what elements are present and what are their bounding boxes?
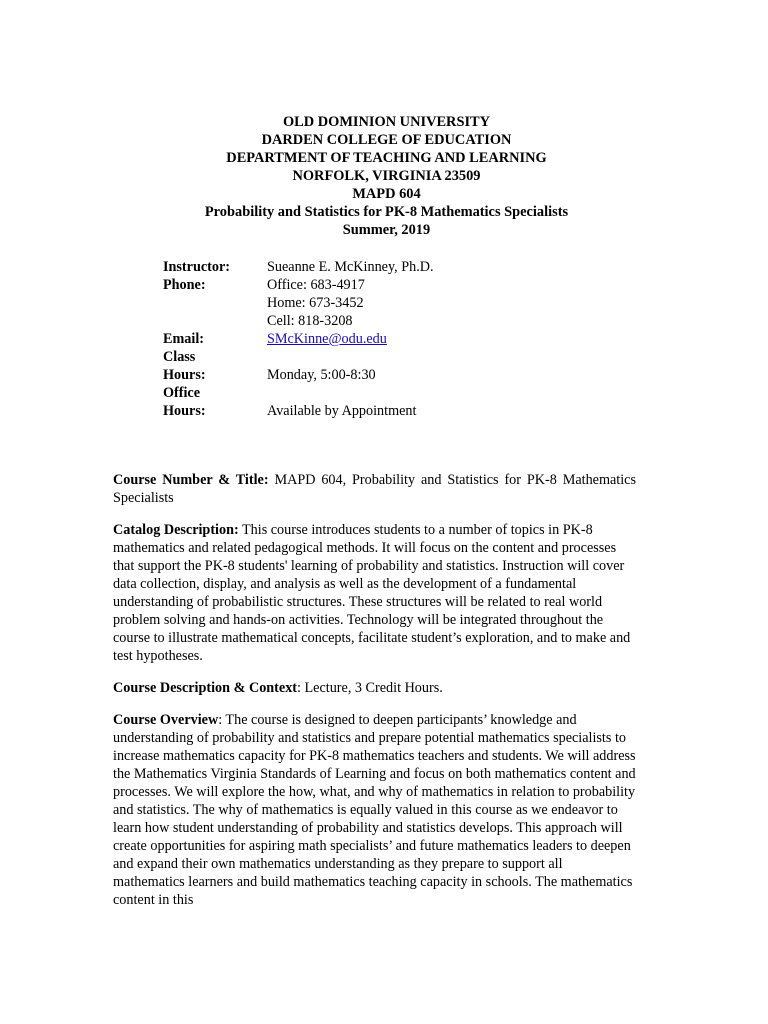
location: NORFOLK, VIRGINIA 23509 bbox=[292, 168, 481, 184]
instructor-name: Sueanne E. McKinney, Ph.D. bbox=[267, 259, 434, 275]
department-name: DEPARTMENT OF TEACHING AND LEARNING bbox=[226, 150, 547, 166]
office-hours-value: Available by Appointment bbox=[267, 403, 417, 419]
phone-office: Office: 683-4917 bbox=[267, 277, 365, 293]
phone-home: Home: 673-3452 bbox=[267, 295, 364, 311]
email-row bbox=[163, 330, 643, 348]
term: Summer, 2019 bbox=[342, 222, 431, 238]
course-number-paragraph bbox=[113, 471, 636, 507]
university-name: OLD DOMINION UNIVERSITY bbox=[282, 114, 491, 130]
phone-row bbox=[163, 276, 643, 330]
context-label: Course Description & Context bbox=[113, 680, 298, 696]
context-paragraph bbox=[113, 679, 636, 697]
catalog-description-paragraph bbox=[113, 521, 636, 665]
email-link[interactable]: SMcKinne@odu.edu bbox=[267, 331, 387, 347]
instructor-label: Instructor: bbox=[163, 259, 230, 275]
office-hours-row bbox=[163, 384, 643, 420]
office-hours-label: Office Hours: bbox=[163, 385, 206, 419]
overview-text: : The course is designed to deepen participants’ knowledge and understanding of probability and statistics and prepare potential mathematics specialists to increase mathematics capacity for PK-8 mathematics teachers and students. We will address the Mathematics Virginia Standards of Learning and focus on both mathematics content and processes. We will explore the how, what, and why of mathematics in relation to probability and statistics. The why of mathematics is equally valued in this course as we endeavor to learn how student understanding of probability and statistics develops. This approach will create opportunities for aspiring math specialists’ and future mathematics leaders to deepen and expand their own mathematics understanding as they prepare to support all mathematics learners and build mathematics teaching capacity in schools. The mathematics content in this bbox=[113, 712, 636, 908]
phone-label: Phone: bbox=[163, 277, 206, 293]
course-code: MAPD 604 bbox=[352, 186, 421, 202]
document-header bbox=[0, 113, 768, 239]
phone-cell: Cell: 818-3208 bbox=[267, 313, 353, 329]
class-hours-row bbox=[163, 348, 643, 384]
course-number-label: Course Number & Title: bbox=[113, 472, 269, 488]
overview-label: Course Overview bbox=[113, 712, 219, 728]
instructor-info bbox=[163, 258, 643, 420]
catalog-description-label: Catalog Description: bbox=[113, 522, 239, 538]
instructor-row bbox=[163, 258, 643, 276]
course-number-text: MAPD 604, Probability and Statistics for PK-8 Mathematics Specialists bbox=[113, 472, 636, 506]
class-hours-label: Class Hours: bbox=[163, 349, 206, 383]
college-name: DARDEN COLLEGE OF EDUCATION bbox=[261, 132, 512, 148]
catalog-description-text: This course introduces students to a number of topics in PK-8 mathematics and related pedagogical methods. It will focus on the content and processes that support the PK-8 students' learning of probability and statistics. Instruction will cover data collection, display, and analysis as well as the development of a fundamental understanding of probabilistic structures. These structures will be related to real world problem solving and hands-on activities. Technology will be integrated throughout the course to illustrate mathematical concepts, facilitate student’s exploration, and to make and test hypotheses. bbox=[113, 522, 631, 664]
overview-paragraph bbox=[113, 711, 636, 909]
context-text: : Lecture, 3 Credit Hours. bbox=[297, 680, 443, 696]
email-label: Email: bbox=[163, 331, 204, 347]
course-body bbox=[113, 471, 636, 923]
course-title: Probability and Statistics for PK-8 Mathematics Specialists bbox=[204, 204, 569, 220]
class-hours-value: Monday, 5:00-8:30 bbox=[267, 367, 376, 383]
